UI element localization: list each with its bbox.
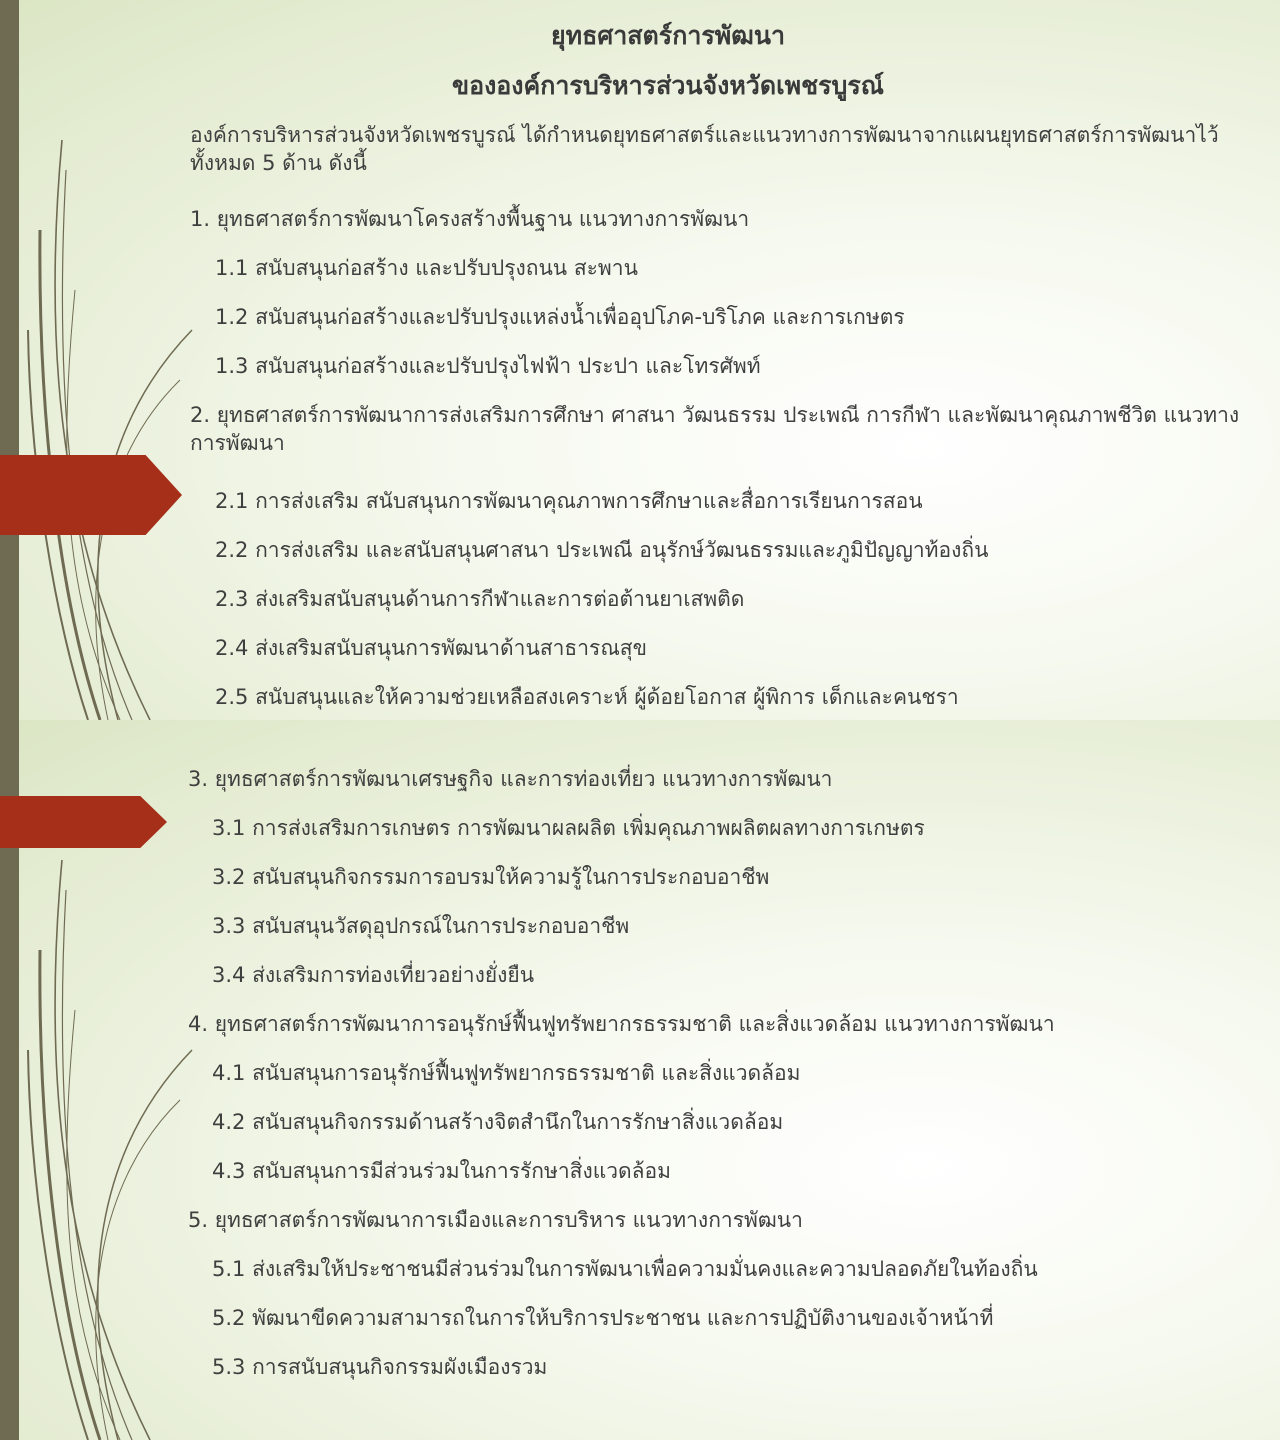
strategy-2-item: 2.1 การส่งเสริม สนับสนุนการพัฒนาคุณภาพการศึกษาและสื่อการเรียนการสอน bbox=[215, 489, 923, 513]
strategy-5-heading: 5. ยุทธศาสตร์การพัฒนาการเมืองและการบริหาร แนวทางการพัฒนา bbox=[188, 1208, 803, 1232]
title-line-2: ขององค์การบริหารส่วนจังหวัดเพชรบูรณ์ bbox=[451, 71, 884, 100]
strategy-3-item: 3.2 สนับสนุนกิจกรรมการอบรมให้ความรู้ในการประกอบอาชีพ bbox=[212, 865, 770, 889]
slide-bottom bbox=[0, 720, 1280, 1440]
strategy-5-item: 5.1 ส่งเสริมให้ประชาชนมีส่วนร่วมในการพัฒนาเพื่อความมั่นคงและความปลอดภัยในท้องถิ่น bbox=[212, 1257, 1038, 1281]
red-arrow-marker bbox=[0, 455, 182, 535]
strategy-1-item: 1.2 สนับสนุนก่อสร้างและปรับปรุงแหล่งน้ำเพื่ออุปโภค-บริโภค และการเกษตร bbox=[215, 305, 905, 329]
strategy-3-heading: 3. ยุทธศาสตร์การพัฒนาเศรษฐกิจ และการท่องเที่ยว แนวทางการพัฒนา bbox=[188, 767, 833, 791]
strategy-4-item: 4.2 สนับสนุนกิจกรรมด้านสร้างจิตสำนึกในการรักษาสิ่งแวดล้อม bbox=[212, 1110, 784, 1134]
title-line-1: ยุทธศาสตร์การพัฒนา bbox=[550, 21, 785, 50]
strategy-1-item: 1.3 สนับสนุนก่อสร้างและปรับปรุงไฟฟ้า ประปา และโทรศัพท์ bbox=[215, 354, 761, 378]
strategy-4-item: 4.3 สนับสนุนการมีส่วนร่วมในการรักษาสิ่งแวดล้อม bbox=[212, 1159, 671, 1183]
intro-paragraph: องค์การบริหารส่วนจังหวัดเพชรบูรณ์ ได้กำหนดยุทธศาสตร์และแนวทางการพัฒนาจากแผนยุทธศาสตร์การพัฒนาไว้ทั้งหมด 5 ด้าน ดังนี้ bbox=[190, 123, 1219, 175]
strategy-2-item: 2.2 การส่งเสริม และสนับสนุนศาสนา ประเพณี อนุรักษ์วัฒนธรรมและภูมิปัญญาท้องถิ่น bbox=[215, 538, 989, 562]
strategy-2-item: 2.4 ส่งเสริมสนับสนุนการพัฒนาด้านสาธารณสุข bbox=[215, 636, 647, 660]
strategy-3-item: 3.1 การส่งเสริมการเกษตร การพัฒนาผลผลิต เพิ่มคุณภาพผลิตผลทางการเกษตร bbox=[212, 816, 925, 840]
strategy-3-item: 3.4 ส่งเสริมการท่องเที่ยวอย่างยั่งยืน bbox=[212, 963, 535, 987]
strategy-1-heading: 1. ยุทธศาสตร์การพัฒนาโครงสร้างพื้นฐาน แนวทางการพัฒนา bbox=[190, 207, 750, 231]
strategy-5-item: 5.3 การสนับสนุนกิจกรรมผังเมืองรวม bbox=[212, 1355, 548, 1379]
strategy-3-item: 3.3 สนับสนุนวัสดุอุปกรณ์ในการประกอบอาชีพ bbox=[212, 914, 630, 938]
strategy-4-heading: 4. ยุทธศาสตร์การพัฒนาการอนุรักษ์ฟื้นฟูทรัพยากรธรรมชาติ และสิ่งแวดล้อม แนวทางการพัฒนา bbox=[188, 1012, 1055, 1036]
red-arrow-marker bbox=[0, 796, 167, 848]
decorative-curves bbox=[0, 0, 200, 720]
strategy-5-item: 5.2 พัฒนาขีดความสามารถในการให้บริการประชาชน และการปฏิบัติงานของเจ้าหน้าที่ bbox=[212, 1306, 994, 1330]
strategy-1-item: 1.1 สนับสนุนก่อสร้าง และปรับปรุงถนน สะพาน bbox=[215, 256, 638, 280]
strategy-4-item: 4.1 สนับสนุนการอนุรักษ์ฟื้นฟูทรัพยากรธรรมชาติ และสิ่งแวดล้อม bbox=[212, 1061, 801, 1085]
strategy-2-item: 2.5 สนับสนุนและให้ความช่วยเหลือสงเคราะห์ ผู้ด้อยโอกาส ผู้พิการ เด็กและคนชรา bbox=[215, 685, 959, 709]
strategy-2-item: 2.3 ส่งเสริมสนับสนุนด้านการกีฬาและการต่อต้านยาเสพติด bbox=[215, 587, 745, 611]
strategy-2-heading: 2. ยุทธศาสตร์การพัฒนาการส่งเสริมการศึกษา ศาสนา วัฒนธรรม ประเพณี การกีฬา และพัฒนาคุณภาพชีวิต แนวทางการพัฒนา bbox=[190, 403, 1240, 455]
